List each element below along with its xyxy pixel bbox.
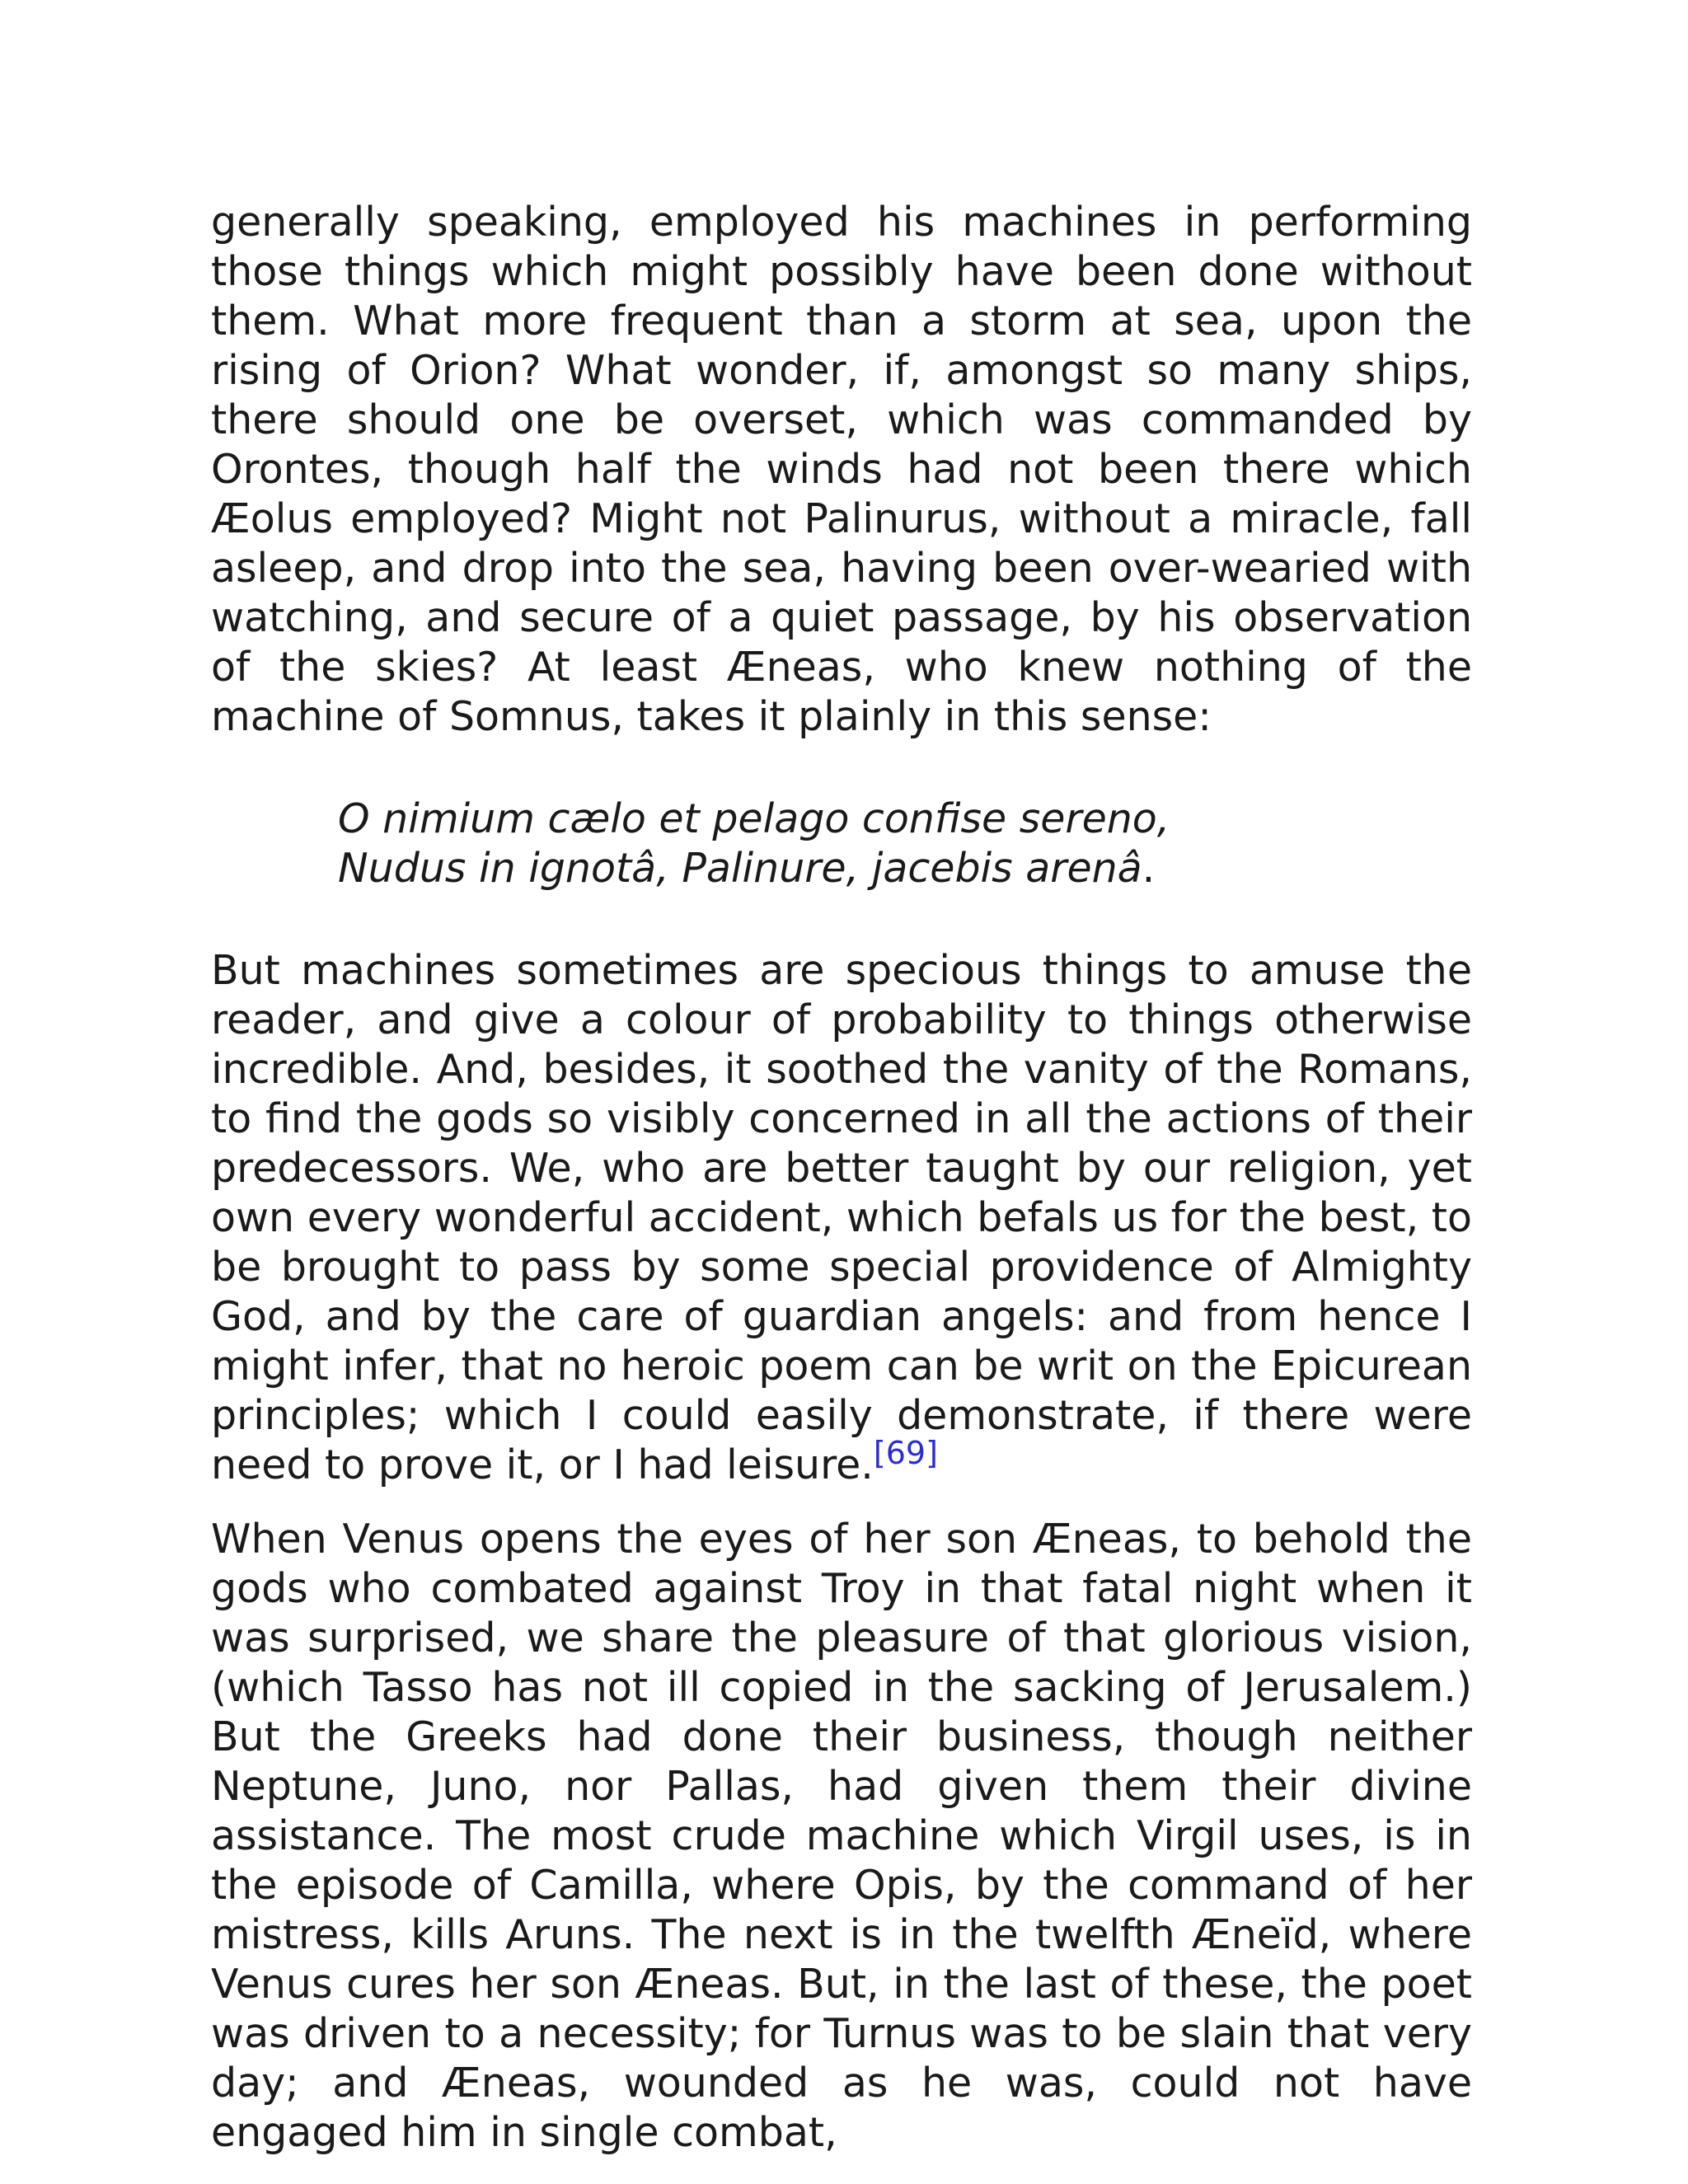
- footnote-link-69[interactable]: [69]: [873, 1435, 938, 1471]
- verse-line-2-punct: .: [1142, 845, 1156, 892]
- page-body: [211, 198, 1472, 2158]
- verse-quotation: [338, 794, 1472, 893]
- verse-line-2-text: Nudus in ignotâ, Palinure, jacebis arenâ: [338, 845, 1142, 892]
- paragraph-3: When Venus opens the eyes of her son Æneas, to behold the gods who combated against Troy in that fatal night when it was surprised, we share the pleasure of that glorious vision, (which Tasso has not ill copied in the sacking of Jerusalem.) But the Greeks had done their business, though neither Neptune, Juno, nor Pallas, had given them their divine assistance. The most crude machine which Virgil uses, is in the episode of Camilla, where Opis, by the command of her mistress, kills Aruns. The next is in the twelfth Æneïd, where Venus cures her son Æneas. But, in the last of these, the poet was driven to a necessity; for Turnus was to be slain that very day; and Æneas, wounded as he was, could not have engaged him in single combat,: [211, 1516, 1472, 2156]
- paragraph-2-text: But machines sometimes are specious things to amuse the reader, and give a colour of probability to things otherwise incredible. And, besides, it soothed the vanity of the Romans, to find the gods so visibly concerned in all the actions of their predecessors. We, who are better taught by our religion, yet own every wonderful accident, which befals us for the best, to be brought to pass by some special providence of Almighty God, and by the care of guardian angels: and from hence I might infer, that no heroic poem can be writ on the Epicurean principles; which I could easily demonstrate, if there were need to prove it, or I had leisure.: [211, 947, 1472, 1488]
- paragraph-1: generally speaking, employed his machines in performing those things which might possibly have been done without them. What more frequent than a storm at sea, upon the rising of Orion? What wonder, if, amongst so many ships, there should one be overset, which was commanded by Orontes, though half the winds had not been there which Æolus employed? Might not Palinurus, without a miracle, fall asleep, and drop into the sea, having been over-wearied with watching, and secure of a quiet passage, by his observation of the skies? At least Æneas, who knew nothing of the machine of Somnus, takes it plainly in this sense:: [211, 199, 1472, 740]
- paragraph-gap: [211, 1490, 1472, 1515]
- verse-line-1: O nimium cælo et pelago confise sereno,: [338, 795, 1170, 842]
- verse-line-2: [338, 844, 1472, 893]
- paragraph-2: [211, 946, 1472, 1490]
